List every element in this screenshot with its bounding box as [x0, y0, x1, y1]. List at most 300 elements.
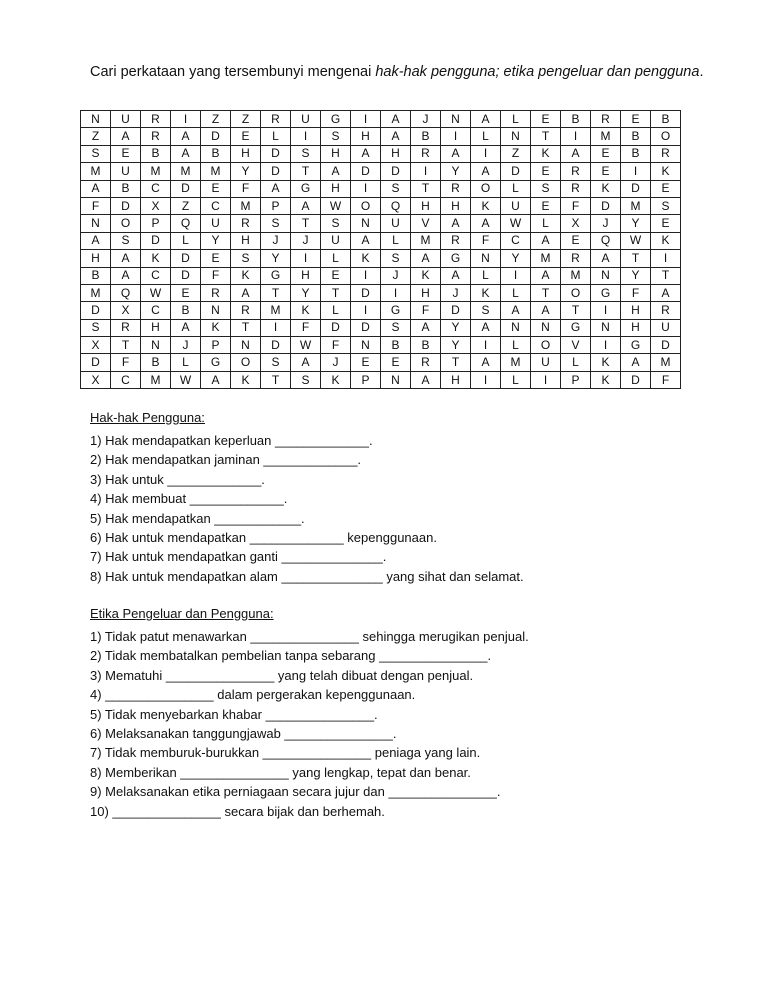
grid-cell[interactable]: A [231, 284, 261, 301]
grid-cell[interactable]: K [531, 145, 561, 162]
grid-cell[interactable]: B [621, 128, 651, 145]
grid-cell[interactable]: N [351, 215, 381, 232]
grid-cell[interactable]: T [531, 128, 561, 145]
grid-cell[interactable]: I [411, 163, 441, 180]
grid-cell[interactable]: Y [621, 215, 651, 232]
grid-cell[interactable]: A [621, 354, 651, 371]
grid-cell[interactable]: W [141, 284, 171, 301]
grid-cell[interactable]: D [441, 302, 471, 319]
grid-cell[interactable]: S [81, 145, 111, 162]
grid-cell[interactable]: P [261, 197, 291, 214]
grid-cell[interactable]: B [651, 111, 681, 128]
grid-cell[interactable]: A [261, 180, 291, 197]
grid-cell[interactable]: I [561, 128, 591, 145]
grid-cell[interactable]: W [321, 197, 351, 214]
grid-cell[interactable]: L [501, 371, 531, 388]
grid-cell[interactable]: G [261, 267, 291, 284]
grid-cell[interactable]: E [201, 180, 231, 197]
grid-cell[interactable]: K [201, 319, 231, 336]
grid-cell[interactable]: J [261, 232, 291, 249]
grid-cell[interactable]: L [471, 128, 501, 145]
grid-cell[interactable]: Y [201, 232, 231, 249]
grid-cell[interactable]: O [531, 337, 561, 354]
grid-cell[interactable]: K [231, 371, 261, 388]
grid-cell[interactable]: H [411, 197, 441, 214]
grid-cell[interactable]: J [171, 337, 201, 354]
grid-cell[interactable]: F [561, 197, 591, 214]
grid-cell[interactable]: H [621, 319, 651, 336]
grid-cell[interactable]: M [501, 354, 531, 371]
grid-cell[interactable]: I [471, 145, 501, 162]
grid-cell[interactable]: P [561, 371, 591, 388]
grid-cell[interactable]: A [471, 354, 501, 371]
grid-cell[interactable]: U [321, 232, 351, 249]
grid-cell[interactable]: A [201, 371, 231, 388]
grid-cell[interactable]: F [321, 337, 351, 354]
grid-cell[interactable]: Y [441, 163, 471, 180]
grid-cell[interactable]: K [591, 180, 621, 197]
grid-cell[interactable]: K [471, 197, 501, 214]
grid-cell[interactable]: Q [591, 232, 621, 249]
grid-cell[interactable]: K [591, 354, 621, 371]
grid-cell[interactable]: A [81, 180, 111, 197]
grid-cell[interactable]: D [141, 232, 171, 249]
grid-cell[interactable]: H [411, 284, 441, 301]
grid-cell[interactable]: M [261, 302, 291, 319]
grid-cell[interactable]: G [621, 337, 651, 354]
grid-cell[interactable]: S [651, 197, 681, 214]
grid-cell[interactable]: A [171, 145, 201, 162]
grid-cell[interactable]: A [81, 232, 111, 249]
grid-cell[interactable]: T [291, 215, 321, 232]
grid-cell[interactable]: A [381, 111, 411, 128]
grid-cell[interactable]: S [261, 354, 291, 371]
grid-cell[interactable]: L [321, 302, 351, 319]
grid-cell[interactable]: G [591, 284, 621, 301]
grid-cell[interactable]: R [261, 111, 291, 128]
grid-cell[interactable]: T [261, 284, 291, 301]
grid-cell[interactable]: D [381, 163, 411, 180]
grid-cell[interactable]: R [441, 180, 471, 197]
grid-cell[interactable]: R [231, 302, 261, 319]
grid-cell[interactable]: D [171, 250, 201, 267]
grid-cell[interactable]: D [171, 267, 201, 284]
grid-cell[interactable]: Z [81, 128, 111, 145]
grid-cell[interactable]: N [381, 371, 411, 388]
grid-cell[interactable]: A [381, 128, 411, 145]
grid-cell[interactable]: A [351, 232, 381, 249]
grid-cell[interactable]: D [81, 302, 111, 319]
grid-cell[interactable]: R [441, 232, 471, 249]
grid-cell[interactable]: E [591, 145, 621, 162]
grid-cell[interactable]: B [561, 111, 591, 128]
grid-cell[interactable]: D [501, 163, 531, 180]
grid-cell[interactable]: K [351, 250, 381, 267]
grid-cell[interactable]: K [291, 302, 321, 319]
grid-cell[interactable]: S [111, 232, 141, 249]
grid-cell[interactable]: S [321, 215, 351, 232]
grid-cell[interactable]: R [411, 354, 441, 371]
grid-cell[interactable]: B [381, 337, 411, 354]
grid-cell[interactable]: Z [231, 111, 261, 128]
grid-cell[interactable]: U [201, 215, 231, 232]
grid-cell[interactable]: F [231, 180, 261, 197]
grid-cell[interactable]: C [111, 371, 141, 388]
grid-cell[interactable]: O [471, 180, 501, 197]
grid-cell[interactable]: O [231, 354, 261, 371]
grid-cell[interactable]: S [381, 250, 411, 267]
grid-cell[interactable]: S [321, 128, 351, 145]
grid-cell[interactable]: R [561, 250, 591, 267]
grid-cell[interactable]: J [381, 267, 411, 284]
grid-cell[interactable]: Y [501, 250, 531, 267]
grid-cell[interactable]: L [471, 267, 501, 284]
grid-cell[interactable]: K [321, 371, 351, 388]
grid-cell[interactable]: E [531, 111, 561, 128]
grid-cell[interactable]: A [651, 284, 681, 301]
grid-cell[interactable]: I [291, 128, 321, 145]
grid-cell[interactable]: S [291, 371, 321, 388]
grid-cell[interactable]: D [261, 163, 291, 180]
grid-cell[interactable]: A [441, 267, 471, 284]
grid-cell[interactable]: I [471, 337, 501, 354]
grid-cell[interactable]: O [111, 215, 141, 232]
grid-cell[interactable]: F [621, 284, 651, 301]
grid-cell[interactable]: E [651, 215, 681, 232]
grid-cell[interactable]: A [441, 215, 471, 232]
grid-cell[interactable]: R [201, 284, 231, 301]
grid-cell[interactable]: A [441, 145, 471, 162]
grid-cell[interactable]: E [111, 145, 141, 162]
grid-cell[interactable]: B [621, 145, 651, 162]
grid-cell[interactable]: F [201, 267, 231, 284]
grid-cell[interactable]: R [231, 215, 261, 232]
grid-cell[interactable]: L [501, 180, 531, 197]
grid-cell[interactable]: F [111, 354, 141, 371]
grid-cell[interactable]: E [351, 354, 381, 371]
grid-cell[interactable]: Y [291, 284, 321, 301]
grid-cell[interactable]: G [291, 180, 321, 197]
grid-cell[interactable]: O [561, 284, 591, 301]
grid-cell[interactable]: S [81, 319, 111, 336]
grid-cell[interactable]: R [411, 145, 441, 162]
grid-cell[interactable]: A [411, 371, 441, 388]
grid-cell[interactable]: J [441, 284, 471, 301]
grid-cell[interactable]: I [261, 319, 291, 336]
grid-cell[interactable]: M [591, 128, 621, 145]
grid-cell[interactable]: H [441, 371, 471, 388]
grid-cell[interactable]: M [141, 371, 171, 388]
grid-cell[interactable]: K [651, 232, 681, 249]
grid-cell[interactable]: L [501, 284, 531, 301]
grid-cell[interactable]: H [351, 128, 381, 145]
grid-cell[interactable]: L [501, 337, 531, 354]
grid-cell[interactable]: A [501, 302, 531, 319]
grid-cell[interactable]: Y [261, 250, 291, 267]
grid-cell[interactable]: M [651, 354, 681, 371]
grid-cell[interactable]: A [111, 267, 141, 284]
grid-cell[interactable]: E [231, 128, 261, 145]
grid-cell[interactable]: D [201, 128, 231, 145]
grid-cell[interactable]: M [231, 197, 261, 214]
grid-cell[interactable]: C [501, 232, 531, 249]
grid-cell[interactable]: T [651, 267, 681, 284]
grid-cell[interactable]: J [591, 215, 621, 232]
grid-cell[interactable]: K [591, 371, 621, 388]
grid-cell[interactable]: L [561, 354, 591, 371]
grid-cell[interactable]: O [651, 128, 681, 145]
grid-cell[interactable]: E [651, 180, 681, 197]
grid-cell[interactable]: E [531, 163, 561, 180]
grid-cell[interactable]: T [231, 319, 261, 336]
grid-cell[interactable]: H [381, 145, 411, 162]
grid-cell[interactable]: K [651, 163, 681, 180]
grid-cell[interactable]: U [111, 163, 141, 180]
grid-cell[interactable]: P [201, 337, 231, 354]
grid-cell[interactable]: I [471, 371, 501, 388]
grid-cell[interactable]: U [651, 319, 681, 336]
grid-cell[interactable]: T [561, 302, 591, 319]
grid-cell[interactable]: L [531, 215, 561, 232]
grid-cell[interactable]: F [411, 302, 441, 319]
grid-cell[interactable]: I [351, 180, 381, 197]
grid-cell[interactable]: G [321, 111, 351, 128]
grid-cell[interactable]: A [351, 145, 381, 162]
grid-cell[interactable]: L [501, 111, 531, 128]
grid-cell[interactable]: E [591, 163, 621, 180]
grid-cell[interactable]: M [201, 163, 231, 180]
grid-cell[interactable]: A [111, 128, 141, 145]
grid-cell[interactable]: U [501, 197, 531, 214]
grid-cell[interactable]: F [471, 232, 501, 249]
grid-cell[interactable]: G [561, 319, 591, 336]
grid-cell[interactable]: X [81, 371, 111, 388]
grid-cell[interactable]: I [381, 284, 411, 301]
grid-cell[interactable]: N [231, 337, 261, 354]
grid-cell[interactable]: M [141, 163, 171, 180]
grid-cell[interactable]: N [351, 337, 381, 354]
grid-cell[interactable]: D [261, 145, 291, 162]
grid-cell[interactable]: I [501, 267, 531, 284]
grid-cell[interactable]: A [531, 232, 561, 249]
grid-cell[interactable]: W [501, 215, 531, 232]
grid-cell[interactable]: R [651, 145, 681, 162]
grid-cell[interactable]: N [531, 319, 561, 336]
grid-cell[interactable]: U [531, 354, 561, 371]
grid-cell[interactable]: S [381, 180, 411, 197]
grid-cell[interactable]: G [381, 302, 411, 319]
grid-cell[interactable]: E [321, 267, 351, 284]
grid-cell[interactable]: A [291, 197, 321, 214]
grid-cell[interactable]: X [141, 197, 171, 214]
grid-cell[interactable]: T [621, 250, 651, 267]
grid-cell[interactable]: U [381, 215, 411, 232]
grid-cell[interactable]: M [81, 163, 111, 180]
grid-cell[interactable]: V [561, 337, 591, 354]
grid-cell[interactable]: Q [111, 284, 141, 301]
grid-cell[interactable]: D [621, 371, 651, 388]
grid-cell[interactable]: L [381, 232, 411, 249]
grid-cell[interactable]: P [351, 371, 381, 388]
grid-cell[interactable]: D [321, 319, 351, 336]
grid-cell[interactable]: L [321, 250, 351, 267]
grid-cell[interactable]: S [231, 250, 261, 267]
grid-cell[interactable]: T [111, 337, 141, 354]
grid-cell[interactable]: K [471, 284, 501, 301]
grid-cell[interactable]: M [531, 250, 561, 267]
grid-cell[interactable]: I [291, 250, 321, 267]
grid-cell[interactable]: Q [381, 197, 411, 214]
grid-cell[interactable]: A [411, 250, 441, 267]
grid-cell[interactable]: R [141, 111, 171, 128]
grid-cell[interactable]: A [411, 319, 441, 336]
grid-cell[interactable]: A [531, 302, 561, 319]
grid-cell[interactable]: D [351, 319, 381, 336]
grid-cell[interactable]: K [231, 267, 261, 284]
grid-cell[interactable]: Y [441, 337, 471, 354]
grid-cell[interactable]: U [291, 111, 321, 128]
grid-cell[interactable]: A [171, 319, 201, 336]
grid-cell[interactable]: N [591, 267, 621, 284]
grid-cell[interactable]: N [141, 337, 171, 354]
grid-cell[interactable]: H [141, 319, 171, 336]
grid-cell[interactable]: A [531, 267, 561, 284]
grid-cell[interactable]: X [81, 337, 111, 354]
grid-cell[interactable]: Z [201, 111, 231, 128]
grid-cell[interactable]: D [351, 284, 381, 301]
grid-cell[interactable]: I [351, 302, 381, 319]
grid-cell[interactable]: R [111, 319, 141, 336]
grid-cell[interactable]: W [621, 232, 651, 249]
grid-cell[interactable]: Y [621, 267, 651, 284]
grid-cell[interactable]: H [81, 250, 111, 267]
grid-cell[interactable]: W [291, 337, 321, 354]
grid-cell[interactable]: M [81, 284, 111, 301]
grid-cell[interactable]: N [501, 319, 531, 336]
grid-cell[interactable]: A [471, 163, 501, 180]
grid-cell[interactable]: J [291, 232, 321, 249]
grid-cell[interactable]: R [591, 111, 621, 128]
grid-cell[interactable]: G [441, 250, 471, 267]
grid-cell[interactable]: H [231, 232, 261, 249]
grid-cell[interactable]: N [471, 250, 501, 267]
grid-cell[interactable]: R [561, 180, 591, 197]
grid-cell[interactable]: F [651, 371, 681, 388]
grid-cell[interactable]: T [321, 284, 351, 301]
grid-cell[interactable]: D [111, 197, 141, 214]
grid-cell[interactable]: J [321, 354, 351, 371]
grid-cell[interactable]: M [561, 267, 591, 284]
grid-cell[interactable]: M [411, 232, 441, 249]
grid-cell[interactable]: K [411, 267, 441, 284]
grid-cell[interactable]: B [201, 145, 231, 162]
grid-cell[interactable]: A [171, 128, 201, 145]
grid-cell[interactable]: S [381, 319, 411, 336]
grid-cell[interactable]: B [111, 180, 141, 197]
grid-cell[interactable]: I [441, 128, 471, 145]
grid-cell[interactable]: E [561, 232, 591, 249]
grid-cell[interactable]: K [141, 250, 171, 267]
grid-cell[interactable]: H [231, 145, 261, 162]
grid-cell[interactable]: N [81, 215, 111, 232]
grid-cell[interactable]: B [411, 337, 441, 354]
grid-cell[interactable]: I [621, 163, 651, 180]
grid-cell[interactable]: M [621, 197, 651, 214]
grid-cell[interactable]: R [651, 302, 681, 319]
grid-cell[interactable]: E [171, 284, 201, 301]
grid-cell[interactable]: I [651, 250, 681, 267]
grid-cell[interactable]: N [81, 111, 111, 128]
grid-cell[interactable]: T [441, 354, 471, 371]
grid-cell[interactable]: A [321, 163, 351, 180]
grid-cell[interactable]: H [621, 302, 651, 319]
grid-cell[interactable]: E [201, 250, 231, 267]
grid-cell[interactable]: C [141, 180, 171, 197]
grid-cell[interactable]: Z [171, 197, 201, 214]
grid-cell[interactable]: B [141, 354, 171, 371]
grid-cell[interactable]: C [201, 197, 231, 214]
grid-cell[interactable]: A [471, 111, 501, 128]
grid-cell[interactable]: U [111, 111, 141, 128]
grid-cell[interactable]: E [381, 354, 411, 371]
grid-cell[interactable]: X [111, 302, 141, 319]
grid-cell[interactable]: T [411, 180, 441, 197]
grid-cell[interactable]: P [141, 215, 171, 232]
grid-cell[interactable]: D [621, 180, 651, 197]
grid-cell[interactable]: B [171, 302, 201, 319]
grid-cell[interactable]: H [321, 180, 351, 197]
grid-cell[interactable]: A [471, 319, 501, 336]
grid-cell[interactable]: F [81, 197, 111, 214]
grid-cell[interactable]: B [141, 145, 171, 162]
grid-cell[interactable]: H [441, 197, 471, 214]
grid-cell[interactable]: R [141, 128, 171, 145]
grid-cell[interactable]: E [531, 197, 561, 214]
grid-cell[interactable]: F [291, 319, 321, 336]
grid-cell[interactable]: J [411, 111, 441, 128]
grid-cell[interactable]: Q [171, 215, 201, 232]
grid-cell[interactable]: A [291, 354, 321, 371]
grid-cell[interactable]: I [351, 111, 381, 128]
grid-cell[interactable]: L [171, 232, 201, 249]
grid-cell[interactable]: L [171, 354, 201, 371]
grid-cell[interactable]: A [111, 250, 141, 267]
grid-cell[interactable]: H [321, 145, 351, 162]
grid-cell[interactable]: M [171, 163, 201, 180]
grid-cell[interactable]: A [561, 145, 591, 162]
grid-cell[interactable]: X [561, 215, 591, 232]
grid-cell[interactable]: R [561, 163, 591, 180]
grid-cell[interactable]: C [141, 302, 171, 319]
grid-cell[interactable]: Z [501, 145, 531, 162]
grid-cell[interactable]: N [201, 302, 231, 319]
grid-cell[interactable]: I [591, 302, 621, 319]
grid-cell[interactable]: B [411, 128, 441, 145]
grid-cell[interactable]: H [291, 267, 321, 284]
grid-cell[interactable]: D [261, 337, 291, 354]
grid-cell[interactable]: A [591, 250, 621, 267]
grid-cell[interactable]: Y [231, 163, 261, 180]
grid-cell[interactable]: T [531, 284, 561, 301]
grid-cell[interactable]: Y [441, 319, 471, 336]
grid-cell[interactable]: B [81, 267, 111, 284]
grid-cell[interactable]: A [471, 215, 501, 232]
grid-cell[interactable]: T [261, 371, 291, 388]
grid-cell[interactable]: D [651, 337, 681, 354]
grid-cell[interactable]: I [351, 267, 381, 284]
grid-cell[interactable]: N [441, 111, 471, 128]
grid-cell[interactable]: T [291, 163, 321, 180]
